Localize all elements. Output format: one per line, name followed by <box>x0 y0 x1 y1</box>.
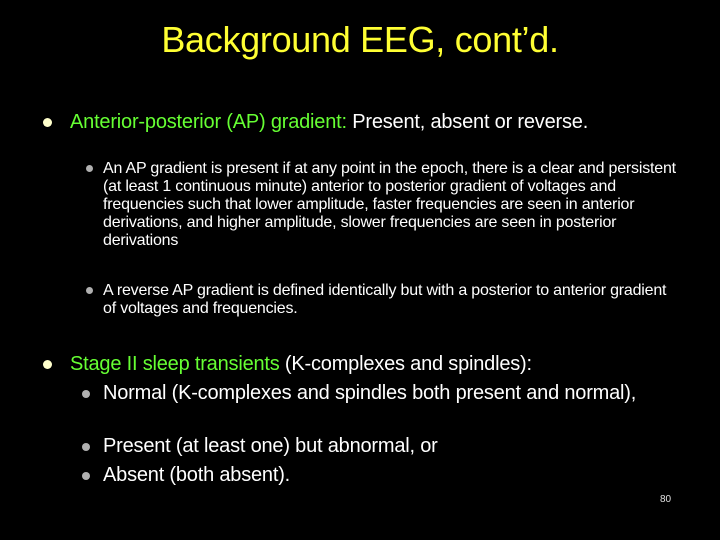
bullet-stage-ii-transients <box>70 353 690 376</box>
sub-bullet-text: A reverse AP gradient is defined identically but with a posterior to anterior gradient of voltages and frequencies. <box>103 282 667 317</box>
sub-bullet-text: Present (at least one) but abnormal, or <box>103 435 438 457</box>
sub-bullet-dot-icon <box>82 472 90 480</box>
bullet-dot-icon <box>43 118 52 127</box>
bullet-dot-icon <box>43 360 52 369</box>
sub-bullet-ap-present <box>103 160 678 250</box>
slide-title: Background EEG, cont’d. <box>161 19 559 60</box>
sub-bullet-text: An AP gradient is present if at any point in the epoch, there is a clear and persistent (at least 1 continuous minute) anterior to posterior gradient of voltages and frequencies such that lower amplitude, faster frequencies are seen in anterior derivations, and higher amplitude, slower frequencies are seen in posterior derivations <box>103 160 676 249</box>
bullet-text: (K-complexes and spindles): <box>279 353 532 375</box>
sub-bullet-normal <box>103 382 693 405</box>
sub-bullet-ap-reverse <box>103 282 678 318</box>
sub-bullet-dot-icon <box>82 390 90 398</box>
bullet-highlight: Anterior-posterior (AP) gradient: <box>70 111 347 133</box>
sub-bullet-text: Absent (both absent). <box>103 464 291 486</box>
sub-bullet-dot-icon <box>86 165 93 172</box>
sub-bullet-absent <box>103 464 693 487</box>
sub-bullet-dot-icon <box>82 443 90 451</box>
sub-bullet-abnormal <box>103 435 693 458</box>
page-number: 80 <box>660 494 672 505</box>
sub-bullet-dot-icon <box>86 287 93 294</box>
bullet-ap-gradient <box>70 111 690 134</box>
bullet-highlight: Stage II sleep transients <box>70 353 280 375</box>
sub-bullet-text: Normal (K-complexes and spindles both present and normal), <box>103 382 637 404</box>
bullet-text: Present, absent or reverse. <box>346 111 589 133</box>
